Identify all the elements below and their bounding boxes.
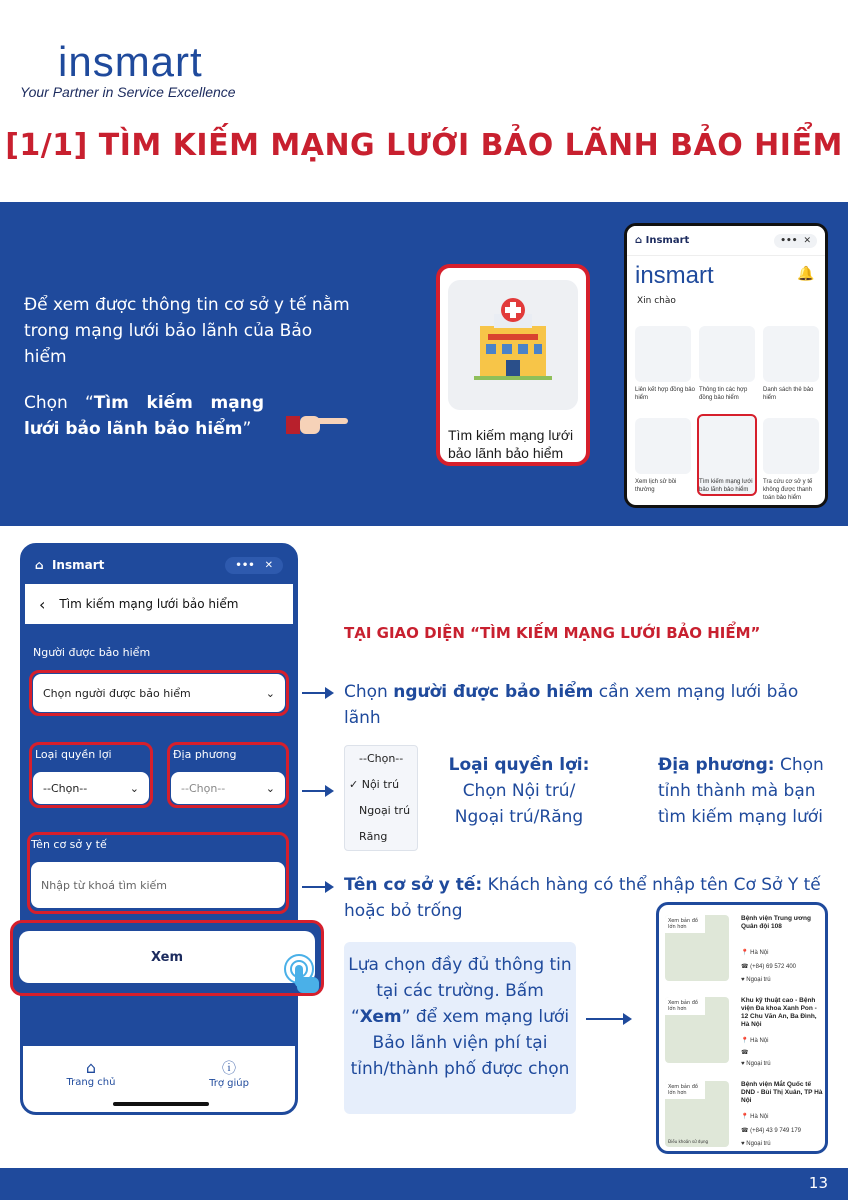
nav-home-label: Trang chủ (66, 1077, 116, 1088)
home-icon[interactable]: ⌂ (635, 235, 646, 246)
result-city: 📍 Hà Nội (741, 1038, 769, 1044)
page-number: 13 (808, 1174, 828, 1192)
tile-card-list[interactable] (763, 326, 819, 382)
result-phone: ☎ (+84) 43 9 749 179 (741, 1128, 802, 1134)
insmart-logo: insmart (58, 38, 203, 85)
result-type: ♥ Ngoại trú (741, 977, 771, 983)
chevron-down-icon: ⌄ (129, 781, 139, 795)
nav-help[interactable] (179, 1058, 279, 1089)
phone-logo: insmart (635, 262, 714, 289)
tile-label: Tra cứu cơ sở y tế không được thanh toán bảo hiểm (763, 479, 813, 501)
arrow-icon (302, 790, 332, 792)
hospital-tile (448, 280, 578, 410)
result-name: Bệnh viện Mắt Quốc tế DND - Bùi Thị Xuân, TP Hà Nội (741, 1081, 823, 1104)
region-label: Địa phương (173, 748, 237, 761)
instruction-box: Lựa chọn đầy đủ thông tin tại các trường. Bấm “Xem” để xem mạng lưới Bảo lãnh viện phí tại tỉnh/thành phố được chọn (344, 942, 576, 1114)
option: Răng (359, 830, 388, 843)
result-phone: ☎ (+84) 69 572 400 (741, 964, 797, 970)
nav-help-label: Trợ giúp (209, 1078, 249, 1089)
greeting: Xin chào (637, 296, 676, 306)
result-type: ♥ Ngoại trú (741, 1061, 771, 1067)
home-icon[interactable]: ⌂ (35, 558, 52, 572)
result-city: 📍 Hà Nội (741, 950, 769, 956)
help-icon: ⓘ (222, 1061, 236, 1077)
phone-home-screen (624, 223, 828, 508)
option: Ngoại trú (359, 804, 411, 817)
benefit-dropdown-sample (344, 745, 418, 851)
phone-results-screen (656, 902, 828, 1154)
pointing-hand-icon (286, 408, 350, 438)
insured-note: Chọn người được bảo hiểm cần xem mạng lưới bảo lãnh (344, 682, 799, 728)
screen-header (25, 584, 293, 624)
result-city: 📍 Hà Nội (741, 1114, 769, 1120)
arrow-icon (302, 886, 332, 888)
app-name: Insmart (645, 235, 690, 246)
app-top-bar (627, 226, 825, 256)
benefit-note: Loại quyền lợi: Chọn Nội trú/ Ngoại trú/Răng (448, 755, 590, 827)
benefit-label: Loại quyền lợi (35, 748, 112, 761)
option: --Chọn-- (359, 752, 404, 765)
more-icon[interactable]: ••• (235, 559, 255, 571)
home-indicator (113, 1102, 209, 1106)
result-phone: ☎ (741, 1050, 749, 1056)
app-menu-pill[interactable] (774, 234, 817, 248)
chevron-down-icon: ⌄ (265, 686, 275, 700)
app-top-bar (23, 546, 295, 584)
arrow-icon (586, 1018, 630, 1020)
home-icon: ⌂ (85, 1058, 97, 1077)
tile-claim-history[interactable] (635, 418, 691, 474)
intro-choose: Chọn “Tìm kiếm mạng lưới bảo lãnh bảo hiểm” (24, 393, 264, 439)
bell-icon[interactable]: 🔔 (797, 266, 815, 282)
result-card[interactable] (665, 993, 825, 1069)
arrow-icon (302, 692, 332, 694)
result-card[interactable] (665, 911, 825, 987)
section-title: TẠI GIAO DIỆN “TÌM KIẾM MẠNG LƯỚI BẢO HIỂM” (344, 624, 761, 642)
tile-label: Thông tin các hợp đồng bảo hiểm (699, 387, 748, 401)
app-menu-pill[interactable] (225, 557, 283, 574)
benefit-select[interactable]: --Chọn-- ⌄ (33, 772, 149, 804)
tile-label: Danh sách thẻ bảo hiểm (763, 387, 814, 401)
close-icon[interactable]: ✕ (264, 559, 273, 571)
tile-contract-info[interactable] (699, 326, 755, 382)
screen-title: Tìm kiếm mạng lưới bảo hiểm (59, 597, 239, 611)
footer-bar (0, 1168, 848, 1200)
option-selected: ✓ Nội trú (349, 778, 400, 791)
tile-label: Xem lịch sử bồi thường (635, 479, 677, 493)
map-thumbnail: Xem bản đồ lớn hơn (665, 997, 729, 1063)
tile-link-contract[interactable] (635, 326, 691, 382)
check-icon: ✓ (349, 778, 362, 791)
view-button-highlight (10, 920, 324, 996)
map-thumbnail: Xem bản đồ lớn hơn Điều khoản sử dụng (665, 1081, 729, 1147)
tile-label: Liên kết hợp đồng bảo hiểm (635, 387, 695, 401)
nav-home[interactable] (41, 1058, 141, 1088)
hospital-icon (448, 280, 578, 410)
back-chevron-icon[interactable]: ‹ (39, 594, 46, 614)
insured-select[interactable]: Chọn người được bảo hiểm ⌄ (33, 674, 285, 712)
tile-excluded-facility[interactable] (763, 418, 819, 474)
result-card[interactable] (665, 1077, 825, 1153)
intro-text: Để xem được thông tin cơ sở y tế nằm trong mạng lưới bảo lãnh của Bảo hiểm (24, 295, 350, 367)
result-name: Bệnh viện Trung ương Quân đội 108 (741, 915, 811, 930)
tile-label: Tìm kiếm mạng lưới bảo lãnh bảo hiểm (699, 479, 753, 493)
region-note: Địa phương: Chọn tỉnh thành mà bạn tìm kiếm mạng lưới (658, 755, 824, 827)
result-type: ♥ Ngoại trú (741, 1141, 771, 1147)
card-label: Tìm kiếm mạng lưới bảo lãnh bảo hiểm (448, 427, 574, 461)
view-button[interactable]: Xem (19, 931, 315, 983)
result-name: Khu kỹ thuật cao - Bệnh viện Đa khoa Xanh Pon - 12 Chu Văn An, Ba Đình, Hà Nội (741, 997, 817, 1028)
more-icon[interactable]: ••• (780, 235, 798, 246)
insured-label: Người được bảo hiểm (33, 646, 151, 659)
chevron-down-icon: ⌄ (265, 781, 275, 795)
close-icon[interactable]: ✕ (803, 235, 811, 246)
tap-hand-icon (281, 953, 325, 997)
page-title: [1/1] TÌM KIẾM MẠNG LƯỚI BẢO LÃNH BẢO HIỂM (5, 128, 843, 163)
facility-note: Tên cơ sở y tế: Khách hàng có thể nhập tên Cơ Sở Y tế hoặc bỏ trống (344, 875, 821, 921)
tagline: Your Partner in Service Excellence (20, 84, 236, 100)
search-network-card[interactable] (436, 264, 590, 466)
map-thumbnail: Xem bản đồ lớn hơn (665, 915, 729, 981)
facility-label: Tên cơ sở y tế (31, 838, 107, 851)
app-name: Insmart (51, 558, 105, 572)
region-select[interactable]: --Chọn-- ⌄ (171, 772, 285, 804)
facility-search-input[interactable]: Nhập từ khoá tìm kiếm (31, 862, 285, 908)
phone-search-screen (20, 543, 298, 1115)
